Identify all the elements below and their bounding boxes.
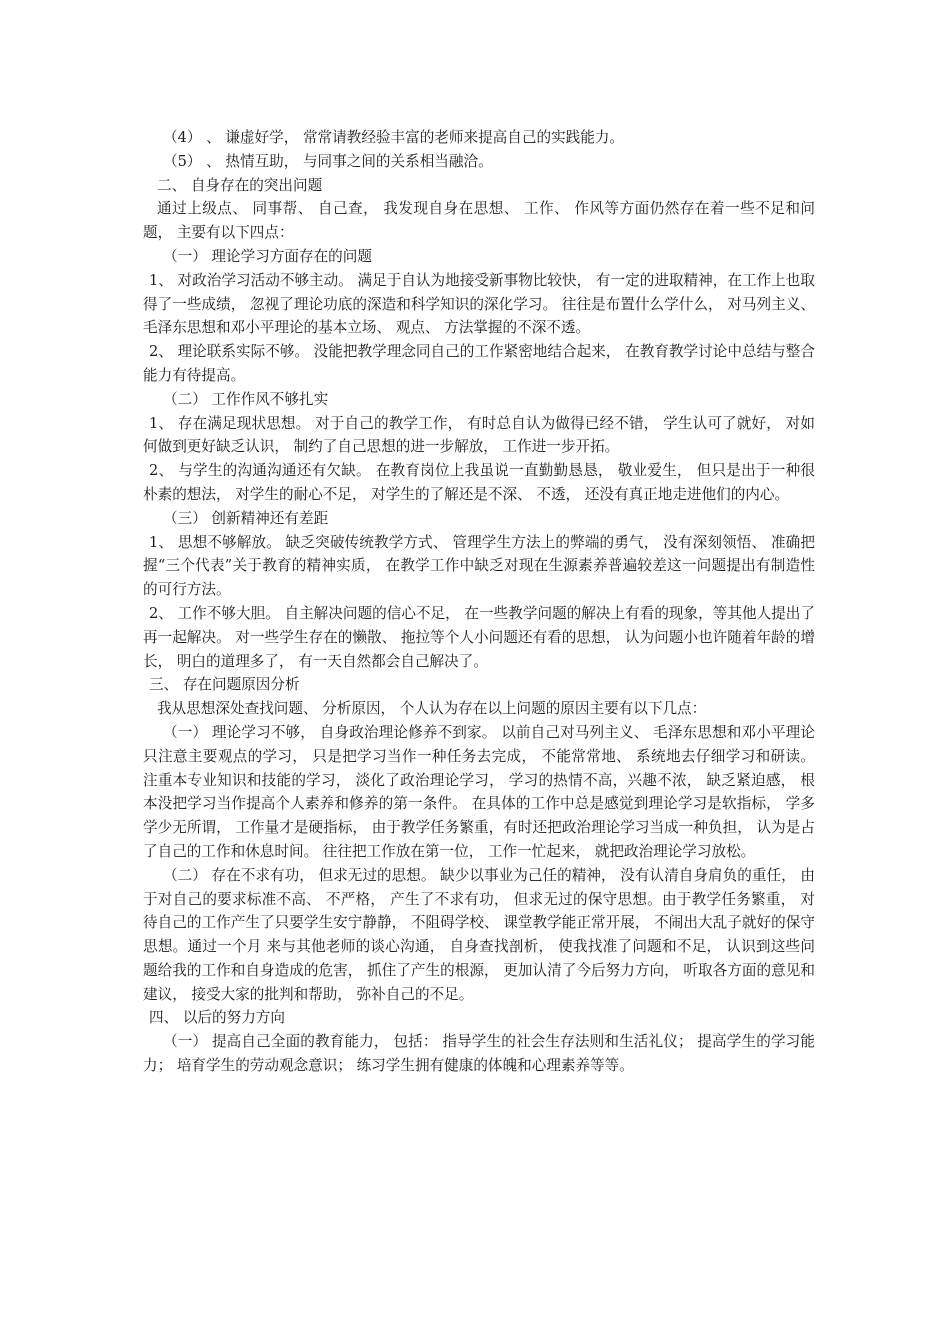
paragraph-13: （一） 提高自己全面的教育能力， 包括： 指导学生的社会生存法则和生活礼仪； 提高学生的学习能力； 培育学生的劳动观念意识； 练习学生拥有健康的体魄和心理素养等等。 xyxy=(143,1033,815,1075)
paragraph-10: 我从思想深处查找问题、 分析原因， 个人认为存在以上问题的原因主要有以下几点： xyxy=(157,700,707,718)
paragraph-12: （二） 存在不求有功， 但求无过的思想。 缺少以事业为己任的精神， 没有认清自身肩负的重任， 由于对自己的要求标准不高、 不严格， 产生了不求有功， 但求无过的保守思想。由于教学任务繁重， 对待自己的工作产生了只要学生安宁静静， 不阻碍学校、 课堂教学能正常开展， 不闹出大乱子就好的保守思想。通过一个月 来与其他老师的谈心沟通， 自身查找剖析， 使我找准了问题和不足， 认识到这些问题给我的工作和自身造成的危害， 抓住了产生的根源， 更加认清了今后努力方向， 听取各方面的意见和建议， 接受大家的批判和帮助， 弥补自己的不足。 xyxy=(143,866,815,1003)
paragraph-3: 通过上级点、 同事帮、 自己查， 我发现自身在思想、 工作、 作风等方面仍然存在着一些不足和问题， 主要有以下四点： xyxy=(143,200,815,242)
paragraph-8: 1、 思想不够解放。 缺乏突破传统教学方式、 管理学生方法上的弊端的勇气， 没有深刻领悟、 准确把握“三个代表”关于教育的精神实质， 在教学工作中缺乏对现在生源素养普遍较差这一问题提出有制造性的可行方法。 xyxy=(143,533,815,599)
paragraph-6: 1、 存在满足现状思想。 对于自己的教学工作， 有时总自认为做得已经不错， 学生认可了就好， 对如何做到更好缺乏认识， 制约了自己思想的进一步解放， 工作进一步开拓。 xyxy=(143,414,815,456)
subsection-heading-2-1: （一） 理论学习方面存在的问题 xyxy=(163,247,372,265)
subsection-heading-2-2: （二） 工作作风不够扎实 xyxy=(163,390,329,408)
paragraph-2: （5） 、 热情互助， 与同事之间的关系相当融洽。 xyxy=(163,152,493,170)
paragraph-9: 2、 工作不够大胆。 自主解决问题的信心不足， 在一些教学问题的解决上有看的现象，等其他人提出了再一起解决。 对一些学生存在的懒散、 拖拉等个人小问题还有看的思想， 认为问题小也许随着年龄的增长， 明白的道理多了， 有一天自然都会自己解决了。 xyxy=(143,604,815,670)
section-heading-3: 三、 存在问题原因分析 xyxy=(149,676,300,694)
section-heading-4: 四、 以后的努力方向 xyxy=(149,1009,285,1027)
section-heading-2: 二、 自身存在的突出问题 xyxy=(157,176,323,194)
paragraph-1: （4） 、 谦虚好学， 常常请教经验丰富的老师来提高自己的实践能力。 xyxy=(163,129,625,146)
document-body xyxy=(143,126,815,1078)
paragraph-7: 2、 与学生的沟通沟通还有欠缺。 在教育岗位上我虽说一直勤勤恳恳， 敬业爱生， 但只是出于一种很朴素的想法， 对学生的耐心不足， 对学生的了解还是不深、 不透， 还没有真正地走进他们的内心。 xyxy=(143,462,815,503)
subsection-heading-2-3: （三） 创新精神还有差距 xyxy=(163,509,329,527)
paragraph-4: 1、 对政治学习活动不够主动。 满足于自认为地接受新事物比较快， 有一定的进取精神，在工作上也取得了一些成绩， 忽视了理论功底的深造和科学知识的深化学习。 往往是布置什么学什么， 对马列主义、 毛泽东思想和邓小平理论的基本立场、 观点、 方法掌握的不深不透。 xyxy=(143,271,815,337)
paragraph-5: 2、 理论联系实际不够。 没能把教学理念同自己的工作紧密地结合起来， 在教育教学讨论中总结与整合能力有待提高。 xyxy=(143,343,815,384)
paragraph-11: （一） 理论学习不够， 自身政治理论修养不到家。 以前自己对马列主义、 毛泽东思想和邓小平理论只注意主要观点的学习， 只是把学习当作一种任务去完成， 不能常常地、 系统地去仔细学习和研读。 注重本专业知识和技能的学习， 淡化了政治理论学习， 学习的热情不高，兴趣不浓， 缺乏紧迫感， 根本没把学习当作提高个人素养和修养的第一条件。 在具体的工作中总是感觉到理论学习是软指标， 学多学少无所谓， 工作量才是硬指标， 由于教学任务繁重，有时还把政治理论学习当成一种负担， 认为是占了自己的工作和休息时间。 往往把工作放在第一位， 工作一忙起来， 就把政治理论学习放松。 xyxy=(143,723,815,860)
